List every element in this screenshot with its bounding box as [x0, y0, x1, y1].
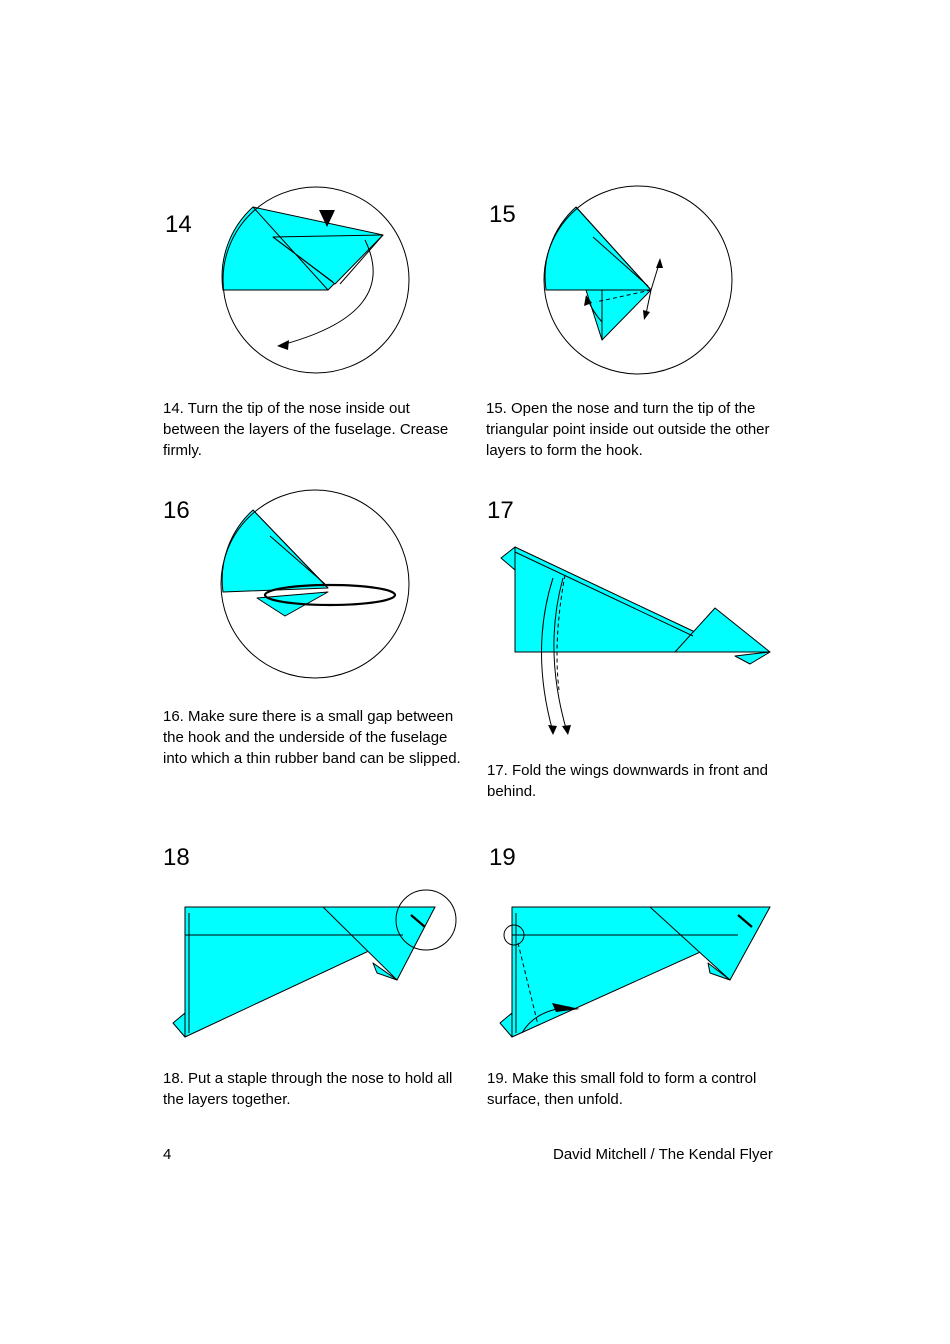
step-14-diagram	[215, 182, 415, 382]
step-15-number: 15	[489, 201, 516, 228]
step-19-caption: 19. Make this small fold to form a control surface, then unfold.	[487, 1070, 757, 1108]
step-16-diagram	[215, 488, 415, 688]
step-19-diagram	[490, 885, 790, 1050]
step-15-caption: 15. Open the nose and turn the tip of the triangular point inside out outside the other layers to form the hook.	[486, 400, 770, 459]
step-18-number: 18	[163, 844, 190, 871]
step-17-diagram	[495, 540, 785, 740]
step-15-diagram	[538, 182, 738, 382]
footer-credit: David Mitchell / The Kendal Flyer	[553, 1146, 773, 1163]
step-14-number: 14	[165, 211, 192, 238]
step-17-caption: 17. Fold the wings downwards in front and behind.	[487, 762, 768, 800]
step-18-diagram	[165, 885, 465, 1050]
step-19-number: 19	[489, 844, 516, 871]
step-14-caption: 14. Turn the tip of the nose inside out between the layers of the fuselage. Crease firmly.	[163, 400, 449, 459]
page-number: 4	[163, 1146, 172, 1163]
step-16-caption: 16. Make sure there is a small gap between the hook and the underside of the fuselage into which a thin rubber band can be slipped.	[163, 708, 461, 767]
step-16-number: 16	[163, 497, 190, 524]
step-18-caption: 18. Put a staple through the nose to hold all the layers together.	[163, 1070, 453, 1108]
step-17-number: 17	[487, 497, 514, 524]
